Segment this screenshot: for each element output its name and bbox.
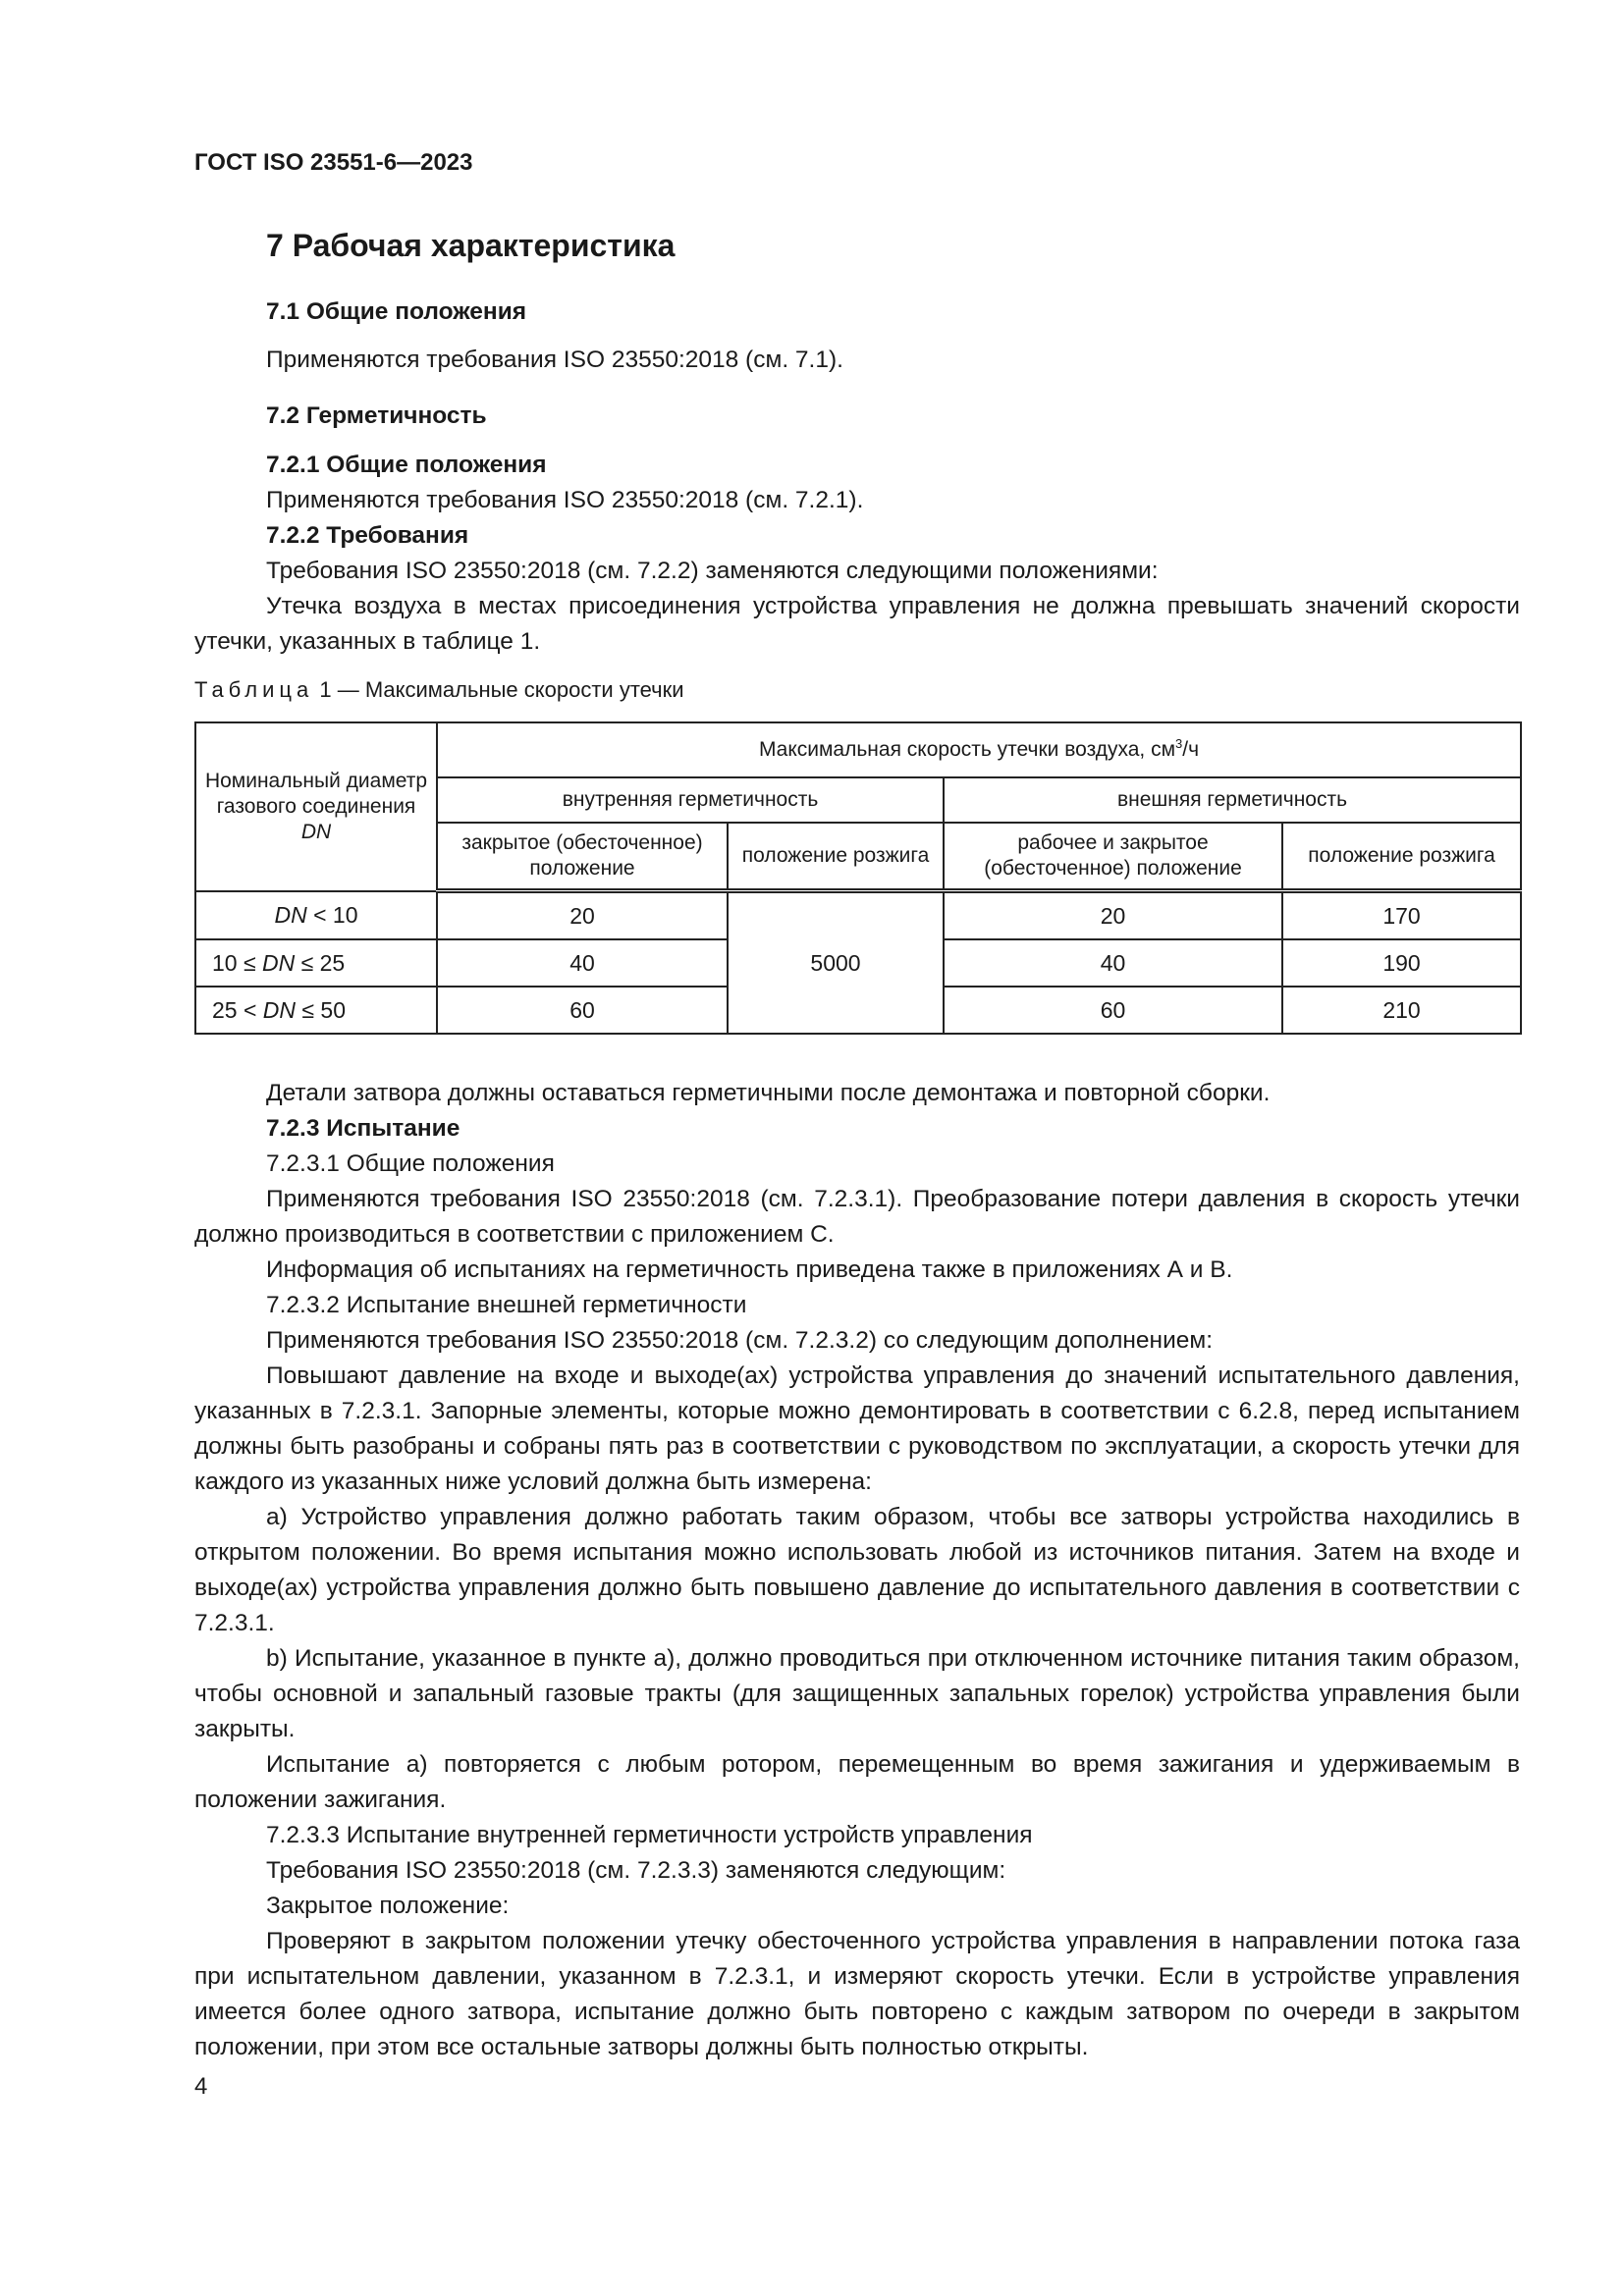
col-header-internal: внутренняя герметичность bbox=[437, 777, 944, 823]
caption-text: 1 — Максимальные скорости утечки bbox=[313, 677, 684, 702]
page-number: 4 bbox=[194, 2073, 208, 2100]
col-header-external: внешняя герметичность bbox=[944, 777, 1521, 823]
heading-7-2-3-2: 7.2.3.2 Испытание внешней герметичности bbox=[266, 1292, 747, 1318]
text-7-2-3-1-p2: Информация об испытаниях на герметичность приведена также в приложениях А и В. bbox=[266, 1256, 1233, 1283]
col-header-int-closed: закрытое (обесточенное) положение bbox=[437, 823, 728, 891]
text-7-2-3-3-p2: Закрытое положение: bbox=[266, 1893, 510, 1919]
text-7-2-3-2-p1: Применяются требования ISO 23550:2018 (см. 7.2.3.2) со следующим дополнением: bbox=[266, 1327, 1214, 1354]
heading-7-2-1: 7.2.1 Общие положения bbox=[266, 452, 547, 478]
cell-int-closed: 60 bbox=[437, 987, 728, 1034]
cell-int-closed: 40 bbox=[437, 939, 728, 987]
cell-ext-closed: 40 bbox=[944, 939, 1282, 987]
col-header-dn bbox=[195, 722, 437, 891]
cell-ext-ignition: 190 bbox=[1282, 939, 1521, 987]
cell-dn: DN < 10 bbox=[195, 891, 437, 940]
list-item-b: b) Испытание, указанное в пункте а), должно проводиться при отключенном источнике питания таким образом, чтобы основной и запальный газовые тракты (для защищенных запальных горелок) устройства управления были закрыты. bbox=[194, 1645, 1520, 1742]
max-rate-text: Максимальная скорость утечки воздуха, см bbox=[758, 738, 1176, 761]
col-header-int-ignition: положение розжига bbox=[728, 823, 944, 891]
heading-7-1: 7.1 Общие положения bbox=[266, 298, 527, 325]
section-title: 7 Рабочая характеристика bbox=[266, 228, 676, 263]
text-7-2-3-1-p1: Применяются требования ISO 23550:2018 (см. 7.2.3.1). Преобразование потери давления в скорость утечки должно производиться в соответствии с приложением С. bbox=[194, 1186, 1520, 1248]
table-row bbox=[195, 891, 1521, 940]
cell-ext-closed: 60 bbox=[944, 987, 1282, 1034]
cell-ext-closed: 20 bbox=[944, 891, 1282, 940]
text-7-2-3-2-p2: Повышают давление на входе и выходе(ах) устройства управления до значений испытательного давления, указанных в 7.2.3.1. Запорные элементы, которые можно демонтировать в соответствии с 6.2.8, перед испытанием должны быть разобраны и собраны пять раз в соответствии с руководством по эксплуатации, а скорость утечки для каждого из указанных ниже условий должна быть измерена: bbox=[194, 1362, 1520, 1495]
text-7-2-2-p2: Утечка воздуха в местах присоединения устройства управления не должна превышать значений скорости утечки, указанных в таблице 1. bbox=[194, 593, 1520, 655]
text-7-1: Применяются требования ISO 23550:2018 (см. 7.1). bbox=[266, 347, 843, 373]
list-item-a: a) Устройство управления должно работать таким образом, чтобы все затворы устройства находились в открытом положении. Во время испытания можно использовать любой из источников питания. Затем на входе и выходе(ах) устройства управления должно быть повышено давление до испытательного давления в соответствии с 7.2.3.1. bbox=[194, 1504, 1520, 1636]
heading-7-2-3-3: 7.2.3.3 Испытание внутренней герметичности устройств управления bbox=[266, 1822, 1033, 1848]
cell-int-closed: 20 bbox=[437, 891, 728, 940]
text-7-2-1: Применяются требования ISO 23550:2018 (см. 7.2.1). bbox=[266, 487, 864, 513]
col-header-dn-text: Номинальный диаметр газового соединения bbox=[204, 769, 428, 818]
text-7-2-2-p1: Требования ISO 23550:2018 (см. 7.2.2) заменяются следующими положениями: bbox=[266, 558, 1159, 584]
after-table-text: Детали затвора должны оставаться герметичными после демонтажа и повторной сборки. bbox=[266, 1080, 1271, 1106]
dn-italic: DN bbox=[300, 820, 332, 843]
block-7-2-1-7-2-2 bbox=[194, 448, 1520, 660]
cell-ext-ignition: 210 bbox=[1282, 987, 1521, 1034]
col-header-ext-ignition: положение розжига bbox=[1282, 823, 1521, 891]
cell-dn: 10 ≤ DN ≤ 25 bbox=[195, 939, 437, 987]
col-header-ext-closed: рабочее и закрытое (обесточенное) положение bbox=[944, 823, 1282, 891]
text-7-2-3-3-p3: Проверяют в закрытом положении утечку обесточенного устройства управления в направлении потока газа при испытательном давлении, указанном в 7.2.3.1, и измеряют скорость утечки. Если в устройстве управления имеется более одного затвора, испытание должно быть повторено с каждым затвором по очереди в закрытом положении, при этом все остальные затворы должны быть полностью открыты. bbox=[194, 1928, 1520, 2060]
heading-7-2-2: 7.2.2 Требования bbox=[266, 522, 469, 549]
col-header-max-rate bbox=[437, 722, 1521, 777]
table-caption bbox=[194, 677, 684, 703]
cell-dn: 25 < DN ≤ 50 bbox=[195, 987, 437, 1034]
text-7-2-3-2-p3: Испытание а) повторяется с любым ротором, перемещенным во время зажигания и удерживаемым в положении зажигания. bbox=[194, 1751, 1520, 1813]
heading-7-2-3: 7.2.3 Испытание bbox=[266, 1115, 460, 1142]
block-7-2-3 bbox=[194, 1076, 1520, 2065]
cell-int-ignition: 5000 bbox=[728, 891, 944, 1035]
document-id: ГОСТ ISO 23551-6—2023 bbox=[194, 149, 473, 176]
heading-7-2-3-1: 7.2.3.1 Общие положения bbox=[266, 1150, 555, 1177]
cell-ext-ignition: 170 bbox=[1282, 891, 1521, 940]
leak-rate-table bbox=[194, 721, 1522, 1035]
caption-label: Таблица bbox=[194, 677, 314, 702]
text-7-2-3-3-p1: Требования ISO 23550:2018 (см. 7.2.3.3) заменяются следующим: bbox=[266, 1857, 1006, 1884]
heading-7-2: 7.2 Герметичность bbox=[266, 402, 487, 429]
max-rate-unit: /ч bbox=[1182, 738, 1200, 761]
max-rate-sup: 3 bbox=[1175, 736, 1183, 751]
